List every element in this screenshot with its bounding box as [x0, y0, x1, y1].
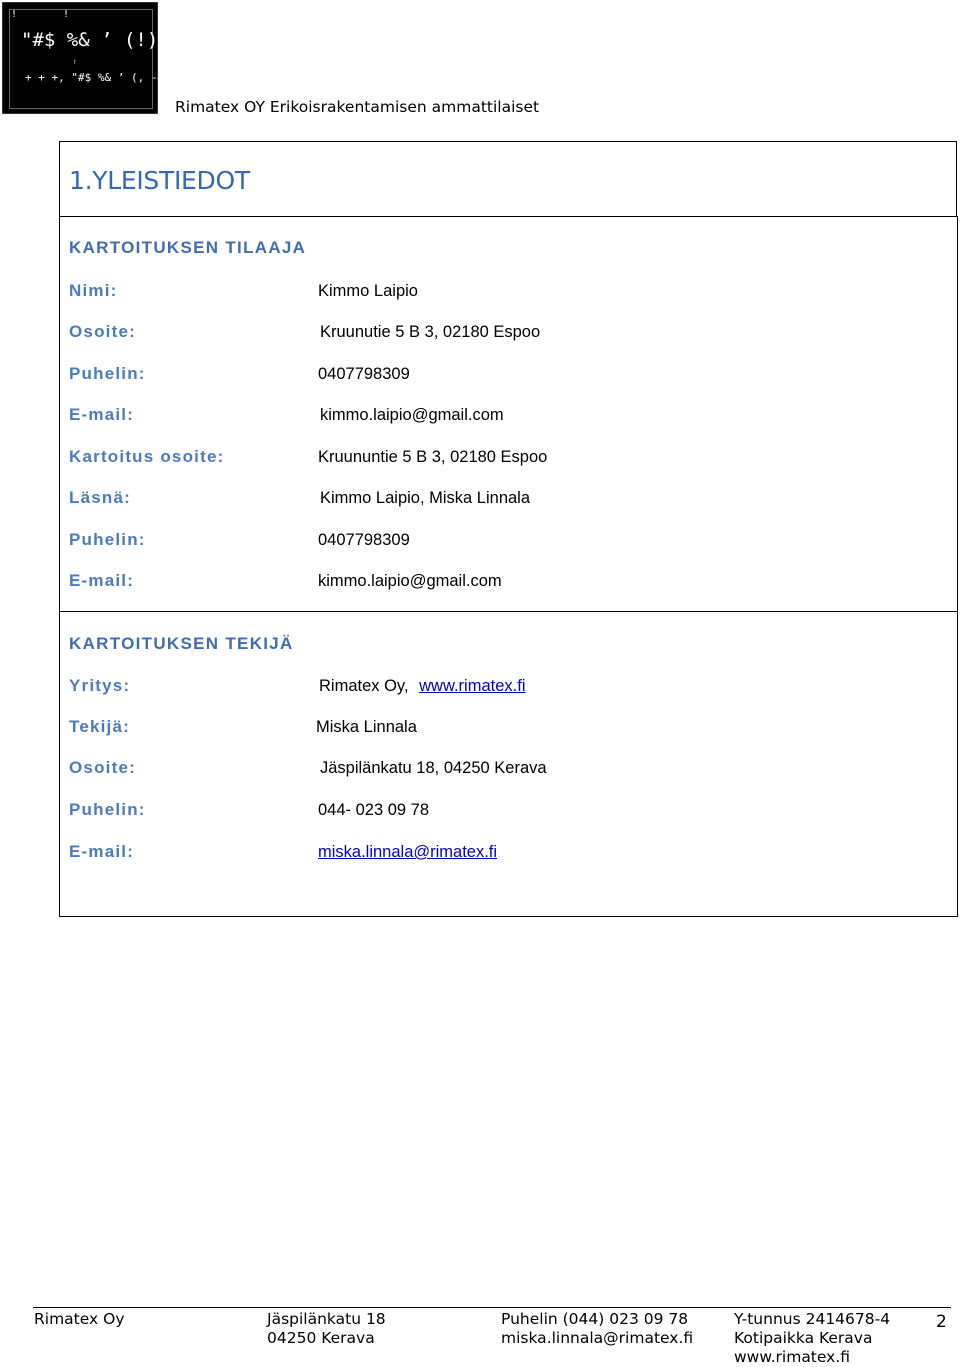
footer-email[interactable]: miska.linnala@rimatex.fi — [501, 1329, 694, 1347]
value-puhelin: 0407798309 — [318, 365, 410, 383]
logo-text-line1: ! ! — [11, 9, 90, 20]
label-puhelin-2: Puhelin: — [69, 530, 146, 549]
logo-text-line4: + + +, "#$ %& ’ (, -#! — [25, 71, 171, 84]
value-email-2: kimmo.laipio@gmail.com — [318, 572, 502, 590]
content-box — [59, 216, 958, 917]
footer-website[interactable]: www.rimatex.fi — [734, 1348, 851, 1366]
label-email-tekija: E-mail: — [69, 842, 135, 861]
footer-company — [34, 1310, 125, 1329]
footer-address — [267, 1310, 386, 1348]
label-osoite-tekija: Osoite: — [69, 758, 136, 777]
value-kartoitus-osoite: Kruununtie 5 B 3, 02180 Espoo — [318, 448, 548, 466]
footer-domicile: Kotipaikka Kerava — [734, 1329, 873, 1347]
label-puhelin-tekija: Puhelin: — [69, 800, 146, 819]
label-yritys: Yritys: — [69, 676, 131, 695]
value-nimi: Kimmo Laipio — [318, 282, 418, 300]
company-tagline: Rimatex OY Erikoisrakentamisen ammattilaiset — [175, 98, 540, 116]
value-yritys — [319, 677, 526, 696]
label-nimi: Nimi: — [69, 281, 118, 300]
company-logo — [2, 2, 193, 114]
footer-company-name: Rimatex Oy — [34, 1310, 125, 1328]
value-lasna: Kimmo Laipio, Miska Linnala — [320, 489, 531, 507]
label-email-2: E-mail: — [69, 571, 135, 590]
company-website-link[interactable]: www.rimatex.fi — [419, 677, 526, 695]
value-tekija: Miska Linnala — [316, 718, 417, 736]
page-number: 2 — [936, 1312, 947, 1332]
footer-business-id: Y-tunnus 2414678-4 — [734, 1310, 891, 1328]
label-lasna: Läsnä: — [69, 488, 131, 507]
footer-postal: 04250 Kerava — [267, 1329, 375, 1347]
page-title: 1.YLEISTIEDOT — [69, 166, 250, 195]
logo-text-line2: "#$ %& ’ (!) *! — [21, 29, 193, 51]
footer-divider — [33, 1307, 951, 1308]
label-kartoitus-osoite: Kartoitus osoite: — [69, 447, 225, 466]
footer-phone: Puhelin (044) 023 09 78 — [501, 1310, 689, 1328]
value-puhelin-tekija: 044- 023 09 78 — [318, 801, 430, 819]
footer-contact — [501, 1310, 693, 1348]
label-puhelin: Puhelin: — [69, 364, 146, 383]
email-link-tekija[interactable]: miska.linnala@rimatex.fi — [318, 843, 498, 861]
value-osoite: Kruunutie 5 B 3, 02180 Espoo — [320, 323, 541, 341]
label-osoite: Osoite: — [69, 322, 136, 341]
footer-street: Jäspilänkatu 18 — [267, 1310, 386, 1328]
section-divider — [60, 611, 957, 612]
logo-text-line3: ! — [73, 59, 77, 66]
footer-business-info — [734, 1310, 890, 1367]
section-heading-tilaaja: KARTOITUKSEN TILAAJA — [69, 238, 307, 257]
label-tekija: Tekijä: — [69, 717, 130, 736]
value-osoite-tekija: Jäspilänkatu 18, 04250 Kerava — [320, 759, 547, 777]
company-name: Rimatex Oy, — [319, 677, 409, 695]
label-email: E-mail: — [69, 405, 135, 424]
value-email: kimmo.laipio@gmail.com — [320, 406, 504, 424]
logo-frame — [9, 9, 153, 109]
value-puhelin-2: 0407798309 — [318, 531, 410, 549]
section-heading-tekija: KARTOITUKSEN TEKIJÄ — [69, 634, 294, 653]
